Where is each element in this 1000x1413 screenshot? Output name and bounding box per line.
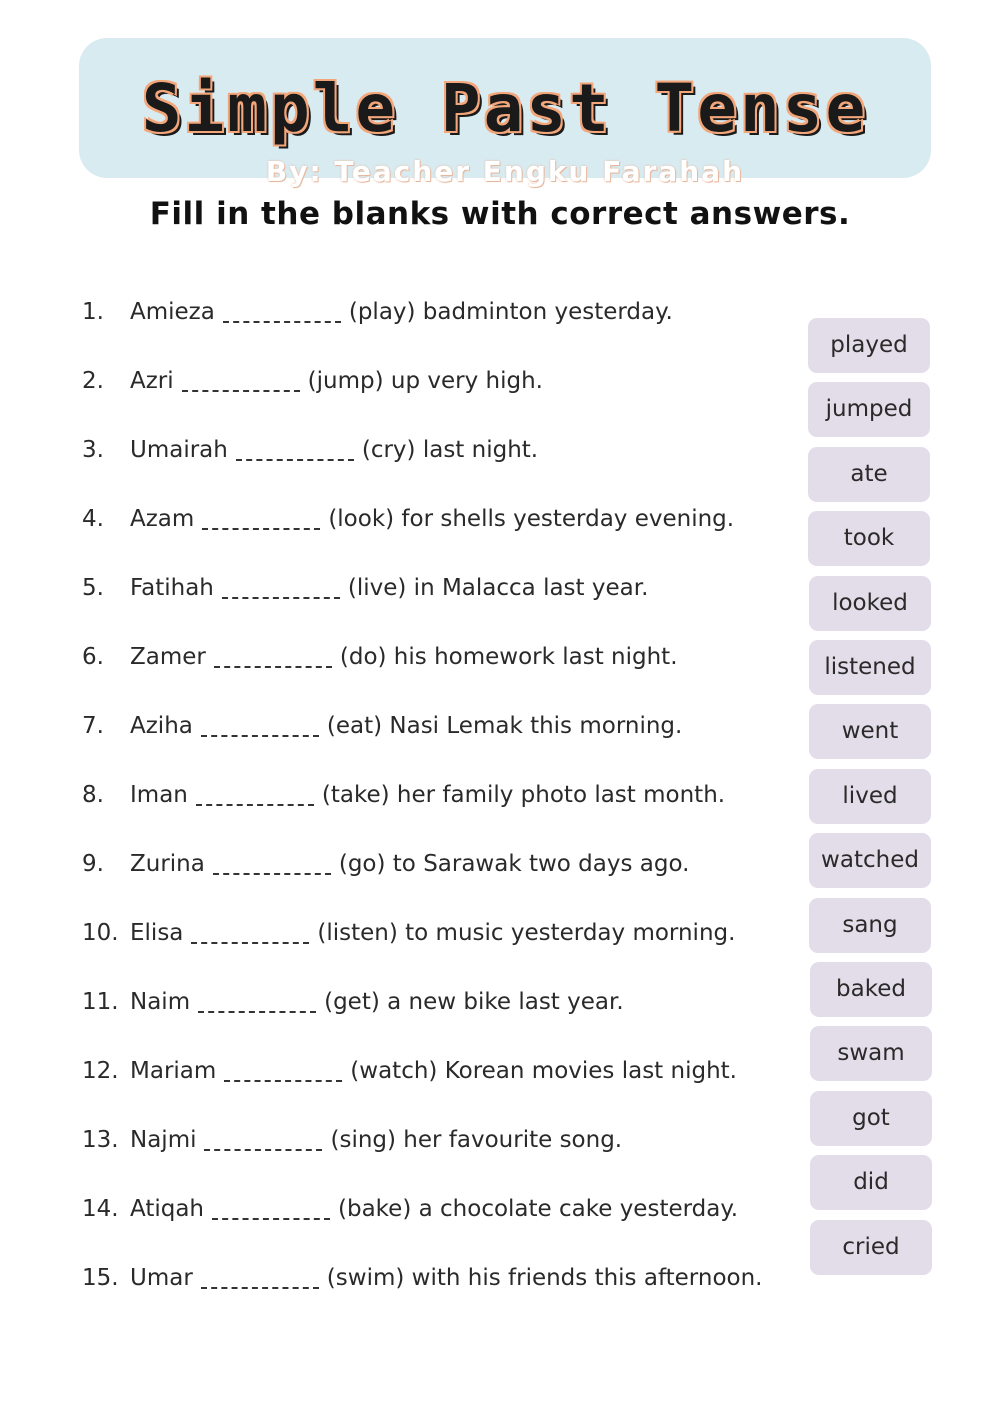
word-chip[interactable]: listened (809, 640, 931, 695)
question-subject: Amieza (130, 299, 215, 325)
question-number: 9. (82, 851, 104, 877)
question-rest: (swim) with his friends this afternoon. (326, 1265, 763, 1291)
question-number: 11. (82, 989, 119, 1015)
question-row (82, 1260, 762, 1296)
question-row (82, 1122, 622, 1158)
question-rest: (watch) Korean movies last night. (350, 1058, 737, 1084)
question-row (82, 777, 725, 813)
question-subject: Azri (130, 368, 174, 394)
question-rest: (take) her family photo last month. (321, 782, 726, 808)
question-number: 3. (82, 437, 104, 463)
answer-blank[interactable] (182, 372, 300, 392)
question-subject: Iman (130, 782, 188, 808)
question-row (82, 639, 678, 675)
question-number: 14. (82, 1196, 119, 1222)
question-row (82, 708, 682, 744)
answer-blank[interactable] (201, 717, 319, 737)
question-rest: (sing) her favourite song. (330, 1127, 623, 1153)
question-number: 5. (82, 575, 104, 601)
question-subject: Zamer (130, 644, 206, 670)
title-banner (79, 38, 931, 188)
question-rest: (get) a new bike last year. (324, 989, 624, 1015)
answer-blank[interactable] (223, 303, 341, 323)
question-row (82, 501, 734, 537)
word-chip[interactable]: looked (809, 576, 931, 631)
question-number: 12. (82, 1058, 119, 1084)
question-rest: (cry) last night. (361, 437, 539, 463)
word-chip[interactable]: sang (809, 898, 931, 953)
question-rest: (jump) up very high. (307, 368, 543, 394)
question-subject: Mariam (130, 1058, 217, 1084)
answer-blank[interactable] (236, 441, 354, 461)
answer-blank[interactable] (224, 1062, 342, 1082)
word-chip[interactable]: cried (810, 1220, 932, 1275)
question-subject: Zurina (130, 851, 205, 877)
question-row (82, 294, 673, 330)
answer-blank[interactable] (198, 993, 316, 1013)
answer-blank[interactable] (191, 924, 309, 944)
question-rest: (play) badminton yesterday. (348, 299, 673, 325)
question-rest: (look) for shells yesterday evening. (328, 506, 735, 532)
answer-blank[interactable] (204, 1131, 322, 1151)
question-subject: Umairah (130, 437, 228, 463)
question-rest: (live) in Malacca last year. (347, 575, 649, 601)
question-number: 2. (82, 368, 104, 394)
question-row (82, 915, 735, 951)
word-chip[interactable]: swam (810, 1026, 932, 1081)
question-number: 10. (82, 920, 119, 946)
question-subject: Naim (130, 989, 191, 1015)
question-row (82, 846, 689, 882)
question-rest: (listen) to music yesterday morning. (317, 920, 736, 946)
word-chip[interactable]: watched (809, 833, 931, 888)
question-number: 1. (82, 299, 104, 325)
answer-blank[interactable] (212, 1200, 330, 1220)
word-chip[interactable]: ate (808, 447, 930, 502)
answer-blank[interactable] (196, 786, 314, 806)
answer-blank[interactable] (202, 510, 320, 530)
answer-blank[interactable] (201, 1269, 319, 1289)
question-rest: (go) to Sarawak two days ago. (338, 851, 690, 877)
question-subject: Azam (130, 506, 195, 532)
author-subtitle: By: Teacher Engku Farahah (265, 155, 745, 188)
question-subject: Elisa (130, 920, 184, 946)
word-chip[interactable]: took (808, 511, 930, 566)
answer-blank[interactable] (213, 855, 331, 875)
question-rest: (eat) Nasi Lemak this morning. (326, 713, 683, 739)
question-subject: Najmi (130, 1127, 197, 1153)
question-subject: Aziha (130, 713, 193, 739)
question-row (82, 570, 648, 606)
page-title: Simple Past Tense (141, 70, 869, 147)
word-chip[interactable]: went (809, 704, 931, 759)
question-number: 7. (82, 713, 104, 739)
question-subject: Atiqah (130, 1196, 205, 1222)
instruction-text: Fill in the blanks with correct answers. (149, 196, 851, 232)
question-row (82, 363, 543, 399)
question-number: 13. (82, 1127, 119, 1153)
word-chip[interactable]: did (810, 1155, 932, 1210)
question-number: 15. (82, 1265, 119, 1291)
question-rest: (do) his homework last night. (339, 644, 678, 670)
word-chip[interactable]: got (810, 1091, 932, 1146)
question-row (82, 1053, 737, 1089)
answer-blank[interactable] (222, 579, 340, 599)
answer-blank[interactable] (214, 648, 332, 668)
question-row (82, 984, 624, 1020)
question-row (82, 1191, 738, 1227)
question-rest: (bake) a chocolate cake yesterday. (338, 1196, 738, 1222)
question-subject: Umar (130, 1265, 193, 1291)
question-number: 4. (82, 506, 104, 532)
question-subject: Fatihah (130, 575, 214, 601)
question-number: 6. (82, 644, 104, 670)
question-row (82, 432, 538, 468)
word-chip[interactable]: played (808, 318, 930, 373)
word-chip[interactable]: jumped (808, 382, 930, 437)
word-chip[interactable]: lived (809, 769, 931, 824)
word-chip[interactable]: baked (810, 962, 932, 1017)
question-number: 8. (82, 782, 104, 808)
